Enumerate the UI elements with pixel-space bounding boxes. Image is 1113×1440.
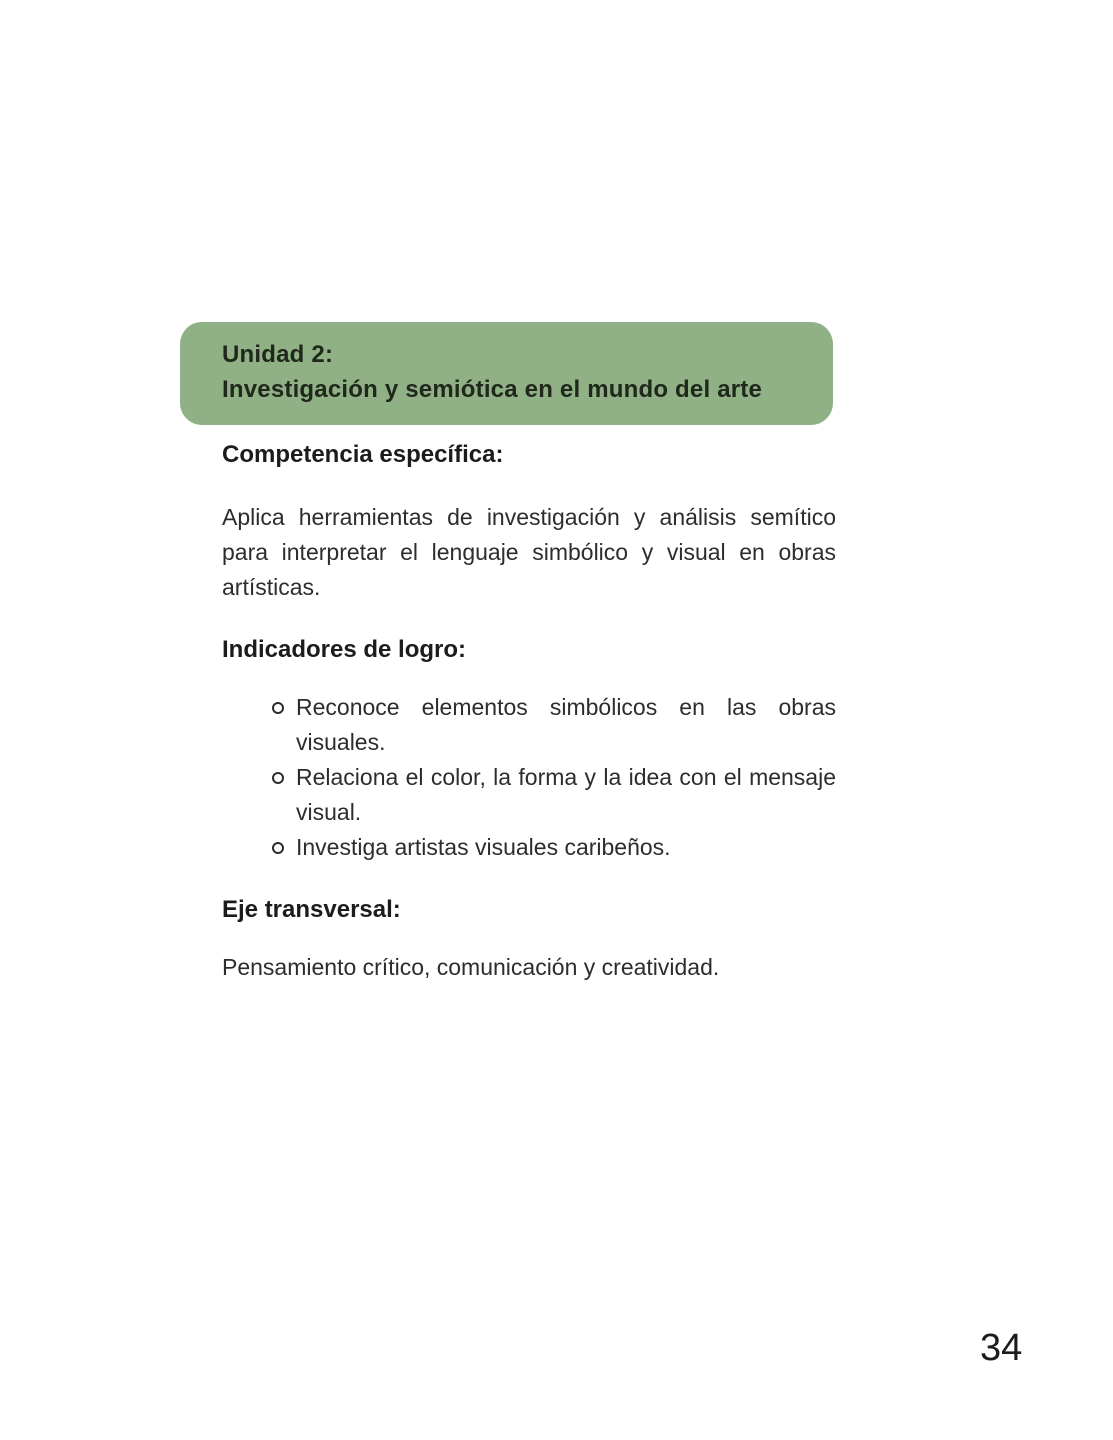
indicadores-heading: Indicadores de logro: xyxy=(222,636,467,663)
indicadores-list-item: Reconoce elementos simbólicos en las obras visuales. xyxy=(272,690,836,760)
unit-title-line2: Investigación y semiótica en el mundo del arte xyxy=(222,376,763,403)
page-content xyxy=(222,440,836,985)
unit-title-line1: Unidad 2: xyxy=(222,341,334,368)
eje-transversal-heading: Eje transversal: xyxy=(222,896,401,923)
competencia-body: Aplica herramientas de investigación y análisis semítico para interpretar el lenguaje simbólico y visual en obras artísticas. xyxy=(222,504,836,600)
spacer xyxy=(222,470,836,500)
spacer xyxy=(222,925,836,950)
spacer xyxy=(222,605,836,635)
unit-header-box xyxy=(180,322,833,425)
indicadores-list-item: Relaciona el color, la forma y la idea con el mensaje visual. xyxy=(272,760,836,830)
eje-transversal-body: Pensamiento crítico, comunicación y creatividad. xyxy=(222,954,720,980)
page-number: 34 xyxy=(980,1327,1023,1369)
competencia-heading: Competencia específica: xyxy=(222,441,504,468)
indicadores-list xyxy=(222,690,836,865)
indicadores-list-item: Investiga artistas visuales caribeños. xyxy=(272,830,836,865)
spacer xyxy=(222,865,836,895)
spacer xyxy=(222,665,836,690)
